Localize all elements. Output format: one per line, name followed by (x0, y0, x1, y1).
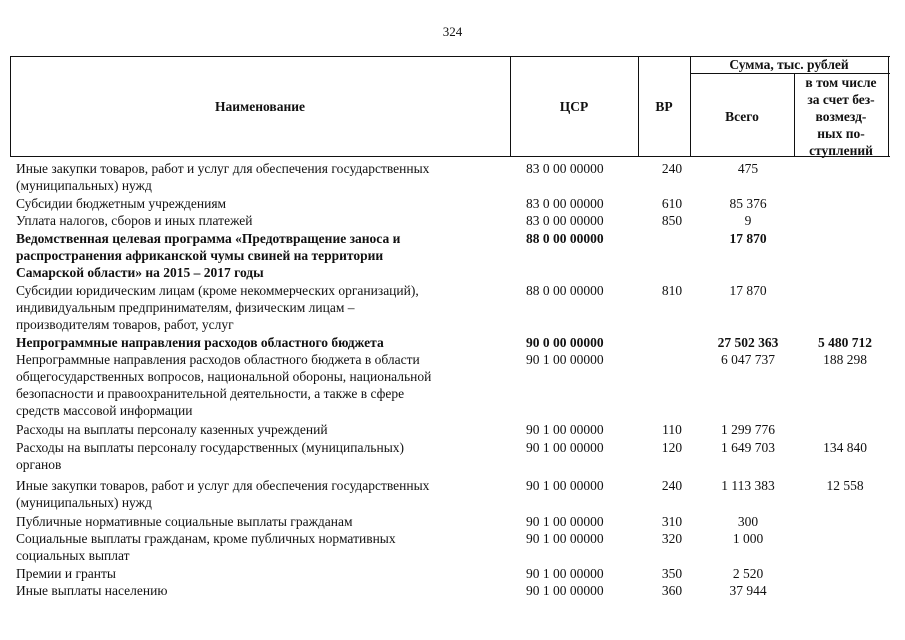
row-name-line: Субсидии бюджетным учреждениям (16, 196, 227, 211)
row-csr: 83 0 00 00000 (526, 161, 604, 176)
row-name (16, 282, 508, 333)
header-right-border (888, 56, 889, 157)
row-name-line: распространения африканской чумы свиней на территории (16, 248, 384, 263)
row-total: 1 299 776 (721, 422, 775, 437)
row-csr: 90 1 00 00000 (526, 583, 604, 598)
table-row (10, 334, 890, 351)
row-name-line: Расходы на выплаты персоналу государственных (муниципальных) (16, 440, 405, 455)
table-row (10, 439, 890, 473)
header-total: Всего (725, 109, 759, 124)
row-total: 2 520 (732, 566, 764, 581)
row-total: 300 (737, 514, 759, 529)
row-total: 9 (744, 213, 752, 228)
row-csr: 88 0 00 00000 (526, 283, 604, 298)
table-row (10, 477, 890, 511)
row-name-line: производителям товаров, работ, услуг (16, 317, 234, 332)
row-name-line: Публичные нормативные социальные выплаты гражданам (16, 514, 353, 529)
row-name (16, 477, 508, 511)
row-total: 37 944 (729, 583, 767, 598)
row-vr: 810 (661, 283, 683, 298)
row-csr: 83 0 00 00000 (526, 196, 604, 211)
row-free: 134 840 (823, 440, 867, 455)
row-csr: 88 0 00 00000 (526, 231, 604, 246)
row-name-line: безопасности и правоохранительной деятельности, а также в сфере (16, 386, 405, 401)
row-name-line: Иные закупки товаров, работ и услуг для обеспечения государственных (16, 478, 430, 493)
row-vr: 240 (661, 478, 683, 493)
row-name-line: Социальные выплаты гражданам, кроме публичных нормативных (16, 531, 396, 546)
row-total: 27 502 363 (717, 335, 779, 350)
row-vr: 320 (661, 531, 683, 546)
row-vr: 310 (661, 514, 683, 529)
row-name (16, 230, 508, 281)
header-free-line: в том числе (805, 75, 877, 90)
header-free-line: возмезд- (815, 109, 867, 124)
row-vr: 110 (662, 422, 682, 437)
row-csr: 90 1 00 00000 (526, 478, 604, 493)
row-total: 1 000 (732, 531, 764, 546)
page-number: 324 (442, 24, 463, 39)
table-row (10, 421, 890, 438)
row-total: 6 047 737 (721, 352, 775, 367)
row-csr: 90 1 00 00000 (526, 531, 604, 546)
row-csr: 90 1 00 00000 (526, 566, 604, 581)
header-vr: ВР (655, 99, 673, 114)
row-name-line: социальных выплат (16, 548, 130, 563)
row-name-line: Ведомственная целевая программа «Предотвращение заноса и (16, 231, 401, 246)
row-vr: 850 (661, 213, 683, 228)
row-name-line: Непрограммные направления расходов областного бюджета в области (16, 352, 420, 367)
header-free-line: ных по- (817, 126, 865, 141)
row-csr: 90 1 00 00000 (526, 352, 604, 367)
row-csr: 83 0 00 00000 (526, 213, 604, 228)
row-total: 1 113 383 (721, 478, 775, 493)
row-csr: 90 1 00 00000 (526, 514, 604, 529)
row-name-line: (муниципальных) нужд (16, 495, 152, 510)
table-body (10, 160, 890, 599)
row-name (16, 212, 508, 229)
row-vr: 350 (661, 566, 683, 581)
table-row (10, 351, 890, 419)
row-name (16, 565, 508, 582)
row-name-line: Иные выплаты населению (16, 583, 168, 598)
row-name-line: (муниципальных) нужд (16, 178, 152, 193)
table-row (10, 513, 890, 530)
row-name-line: общегосударственных вопросов, национальной обороны, национальной (16, 369, 432, 384)
row-name-line: Расходы на выплаты персоналу казенных учреждений (16, 422, 328, 437)
row-name (16, 582, 508, 599)
table-row (10, 195, 890, 212)
row-vr: 610 (661, 196, 683, 211)
row-total: 1 649 703 (721, 440, 775, 455)
row-name (16, 351, 508, 419)
row-free: 12 558 (826, 478, 864, 493)
header-bottom-border (10, 156, 890, 157)
header-free (794, 74, 888, 159)
row-name-line: Непрограммные направления расходов областного бюджета (16, 335, 384, 350)
row-name (16, 439, 508, 473)
row-name (16, 195, 508, 212)
row-csr: 90 0 00 00000 (526, 335, 604, 350)
header-free-line: за счет без- (807, 92, 875, 107)
header-csr: ЦСР (559, 99, 589, 114)
row-name-line: Премии и гранты (16, 566, 116, 581)
table-row (10, 582, 890, 599)
table-row (10, 565, 890, 582)
row-name (16, 421, 508, 438)
row-name (16, 334, 508, 351)
row-name-line: органов (16, 457, 62, 472)
table-row (10, 160, 890, 194)
row-total: 17 870 (729, 283, 767, 298)
row-csr: 90 1 00 00000 (526, 440, 604, 455)
row-name-line: Иные закупки товаров, работ и услуг для обеспечения государственных (16, 161, 430, 176)
row-name-line: Самарской области» на 2015 – 2017 годы (16, 265, 264, 280)
table-row (10, 212, 890, 229)
row-name (16, 160, 508, 194)
row-name (16, 530, 508, 564)
row-free: 188 298 (823, 352, 867, 367)
table-row (10, 530, 890, 564)
table-header (10, 56, 890, 158)
header-free-line: ступлений (809, 143, 873, 158)
row-vr: 240 (661, 161, 683, 176)
row-name (16, 513, 508, 530)
table-row (10, 282, 890, 333)
row-name-line: Уплата налогов, сборов и иных платежей (16, 213, 253, 228)
header-sum: Сумма, тыс. рублей (729, 57, 849, 72)
row-vr: 360 (661, 583, 683, 598)
row-name-line: средств массовой информации (16, 403, 193, 418)
row-name-line: Субсидии юридическим лицам (кроме некоммерческих организаций), (16, 283, 419, 298)
table-row (10, 230, 890, 281)
row-csr: 90 1 00 00000 (526, 422, 604, 437)
row-name-line: индивидуальным предпринимателям, физическим лицам – (16, 300, 355, 315)
row-vr: 120 (661, 440, 683, 455)
row-total: 85 376 (729, 196, 767, 211)
row-total: 475 (737, 161, 759, 176)
row-free: 5 480 712 (818, 335, 872, 350)
header-name: Наименование (215, 99, 305, 114)
row-total: 17 870 (729, 231, 767, 246)
